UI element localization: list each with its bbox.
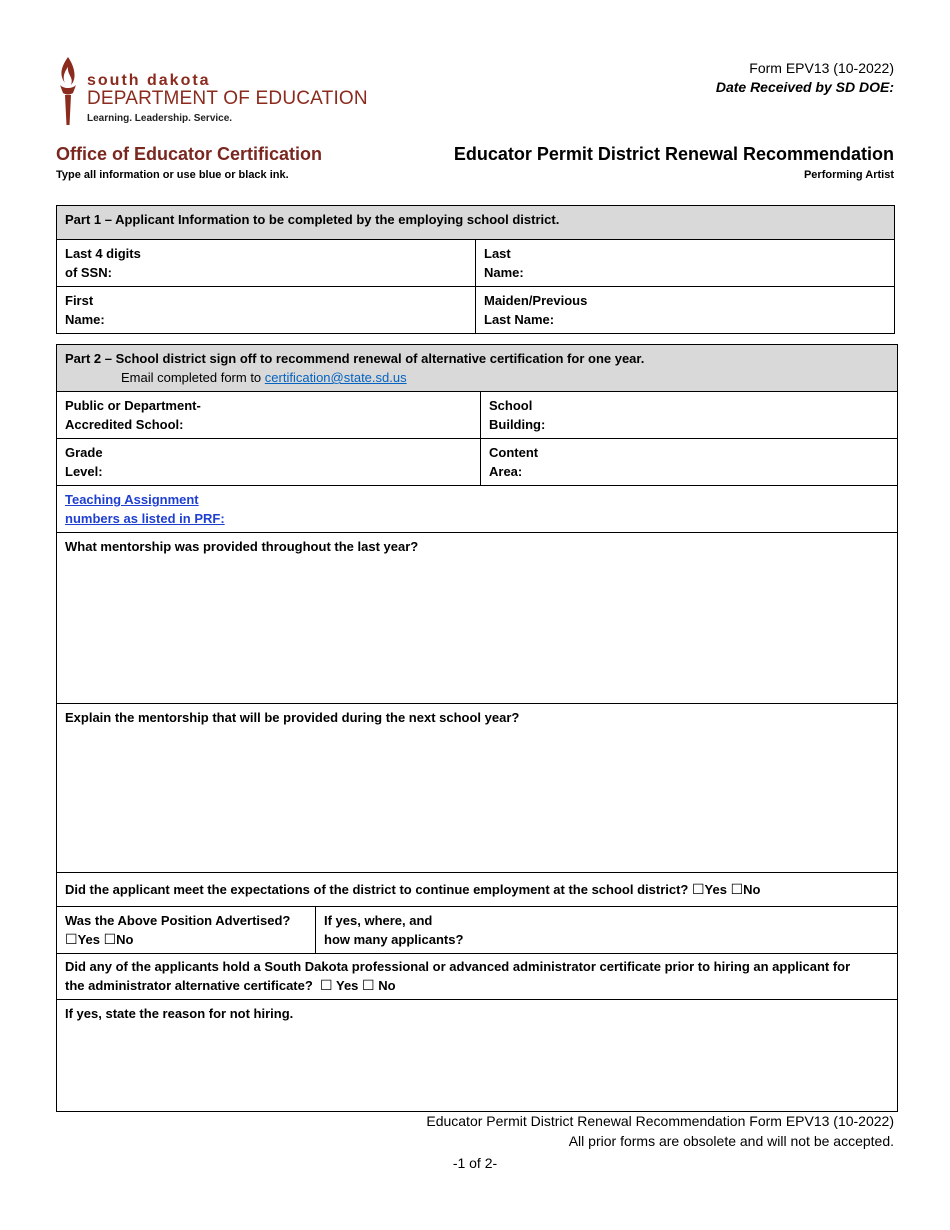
logo-department-text: DEPARTMENT OF EDUCATION — [87, 88, 368, 109]
admin-yes-checkbox[interactable]: ☐ — [320, 977, 333, 993]
advertised-no-checkbox[interactable]: ☐ — [103, 931, 117, 947]
email-link[interactable]: certification@state.sd.us — [264, 370, 407, 385]
admin-certificate-question: Did any of the applicants hold a South Dakota professional or advanced administrator certificate prior to hiring an applicant for the administrator alternative certificate? ☐ Yes ☐ No — [57, 954, 898, 1000]
reason-not-hiring-field[interactable]: If yes, state the reason for not hiring. — [57, 1000, 898, 1112]
teaching-assignment-field[interactable] — [57, 486, 898, 533]
footer-obsolete-note: All prior forms are obsolete and will not be accepted. — [568, 1133, 894, 1149]
part2-heading: Part 2 – School district sign off to recommend renewal of alternative certification for one year. Email completed form to certification@state.sd.us — [57, 345, 898, 392]
expectations-yes-checkbox[interactable]: ☐ — [691, 881, 705, 897]
expectations-no-checkbox[interactable]: ☐ — [730, 881, 744, 897]
teaching-assignment-link[interactable]: Teaching Assignment numbers as listed in PRF: — [65, 492, 225, 526]
last-name-field[interactable]: Last Name: — [476, 240, 895, 287]
part1-heading: Part 1 – Applicant Information to be completed by the employing school district. — [57, 206, 895, 240]
advertised-where-field[interactable]: If yes, where, and how many applicants? — [316, 907, 898, 954]
advertised-yes-checkbox[interactable]: ☐ — [65, 931, 78, 947]
instructions: Type all information or use blue or black ink. — [56, 169, 289, 181]
email-instruction: Email completed form to certification@state.sd.us — [121, 370, 407, 385]
school-building-field[interactable]: School Building: — [481, 392, 898, 439]
advertised-question: Was the Above Position Advertised? ☐Yes ☐No — [57, 907, 316, 954]
date-received-label: Date Received by SD DOE: — [715, 79, 894, 95]
page-number: -1 of 2- — [452, 1155, 498, 1171]
school-field[interactable]: Public or Department- Accredited School: — [57, 392, 481, 439]
part1-table — [56, 205, 895, 334]
document-title: Educator Permit District Renewal Recommendation — [453, 144, 894, 164]
expectations-question: Did the applicant meet the expectations of the district to continue employment at the school district? ☐Yes ☐No — [57, 873, 898, 907]
maiden-name-field[interactable]: Maiden/Previous Last Name: — [476, 287, 895, 334]
admin-no-checkbox[interactable]: ☐ — [362, 977, 375, 993]
grade-level-field[interactable]: Grade Level: — [57, 439, 481, 486]
office-title: Office of Educator Certification — [56, 144, 323, 164]
mentorship-past-field[interactable]: What mentorship was provided throughout the last year? — [57, 533, 898, 704]
document-subtitle: Performing Artist — [803, 169, 894, 181]
content-area-field[interactable]: Content Area: — [481, 439, 898, 486]
first-name-field[interactable]: First Name: — [57, 287, 476, 334]
logo-tagline: Learning. Leadership. Service. — [87, 113, 233, 124]
part2-table — [56, 344, 898, 1112]
torch-logo-icon — [56, 55, 80, 127]
logo-state-text: south dakota — [87, 72, 211, 89]
ssn-field[interactable]: Last 4 digits of SSN: — [57, 240, 476, 287]
mentorship-next-field[interactable]: Explain the mentorship that will be provided during the next school year? — [57, 704, 898, 873]
footer-form-title: Educator Permit District Renewal Recommendation Form EPV13 (10-2022) — [426, 1113, 894, 1129]
form-number: Form EPV13 (10-2022) — [749, 60, 894, 76]
